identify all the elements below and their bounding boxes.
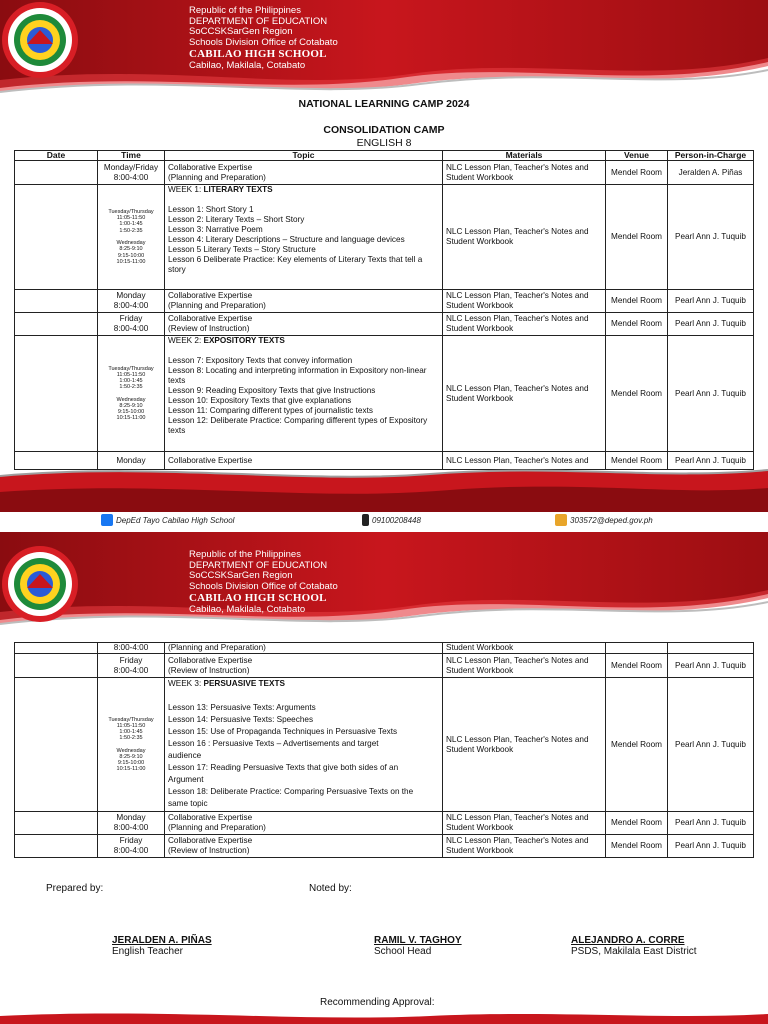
column-header: Venue [606,151,668,161]
header-line: DEPARTMENT OF EDUCATION [189,559,328,571]
noted-by-label: Noted by: [309,883,352,894]
venue-cell: Mendel Room [606,654,668,678]
email-label: 303572@deped.gov.ph [570,515,653,525]
venue-cell: Mendel Room [606,313,668,336]
schedule-table-continued [14,642,754,858]
recommending-approval-label: Recommending Approval: [320,997,435,1008]
prepared-by-label: Prepared by: [46,883,104,894]
signatory-role: English Teacher [112,946,183,957]
subject-label: ENGLISH 8 [356,137,412,149]
date-cell [15,185,98,290]
footer-facebook [101,514,234,526]
school-seal-logo [0,544,80,624]
school-name: CABILAO HIGH SCHOOL [189,48,327,60]
schedule-cell: Tuesday/Thursday 11:05-11:50 1:00-1:45 1:50-2:35 Wednesday 8:25-9:10 9:15-10:00 10:15-11:00 [98,185,165,290]
venue-cell: Mendel Room [606,185,668,290]
person-cell: Pearl Ann J. Tuquib [668,678,754,812]
signatory-teacher [112,935,212,957]
topic-cell: Collaborative Expertise (Review of Instruction) [165,654,443,678]
time-cell: Friday 8:00-4:00 [98,654,165,678]
table-row [15,835,754,858]
footer-email [555,514,653,526]
time-cell: Monday 8:00-4:00 [98,812,165,835]
venue-cell: Mendel Room [606,336,668,452]
materials-cell: NLC Lesson Plan, Teacher's Notes and Student Workbook [443,336,606,452]
venue-cell: Mendel Room [606,835,668,858]
table-row [15,812,754,835]
phone-label: 09100208448 [372,515,421,525]
schedule-table [14,150,754,470]
person-cell: Pearl Ann J. Tuquib [668,654,754,678]
venue-cell: Mendel Room [606,290,668,313]
topic-cell: Collaborative Expertise [165,452,443,470]
letterhead-banner [0,532,768,632]
date-cell [15,812,98,835]
topic-cell: (Planning and Preparation) [165,643,443,654]
signatory-school-head [374,935,462,957]
topic-cell: Collaborative Expertise (Review of Instruction) [165,835,443,858]
school-seal-logo [0,0,80,80]
header-line: Republic of the Philippines [189,549,301,560]
letterhead-text [189,550,338,616]
materials-cell: NLC Lesson Plan, Teacher's Notes and Student Workbook [443,161,606,185]
header-line: Republic of the Philippines [189,5,301,16]
column-header: Time [98,151,165,161]
column-header: Materials [443,151,606,161]
materials-cell: Student Workbook [443,643,606,654]
header-line: SoCCSKSarGen Region [189,570,293,581]
materials-cell: NLC Lesson Plan, Teacher's Notes and Student Workbook [443,835,606,858]
table-row [15,643,754,654]
table-row [15,185,754,290]
column-header: Date [15,151,98,161]
school-name: CABILAO HIGH SCHOOL [189,592,327,604]
date-cell [15,654,98,678]
header-line: SoCCSKSarGen Region [189,26,293,37]
person-cell: Pearl Ann J. Tuquib [668,313,754,336]
school-address: Cabilao, Makilala, Cotabato [189,604,306,615]
person-cell: Pearl Ann J. Tuquib [668,835,754,858]
schedule-cell: Tuesday/Thursday 11:05-11:50 1:00-1:45 1:50-2:35 Wednesday 8:25-9:10 9:15-10:00 10:15-11:00 [98,336,165,452]
time-cell: Monday 8:00-4:00 [98,290,165,313]
date-cell [15,161,98,185]
topic-cell: Collaborative Expertise (Review of Instruction) [165,313,443,336]
materials-cell: NLC Lesson Plan, Teacher's Notes and Student Workbook [443,654,606,678]
date-cell [15,313,98,336]
email-icon [555,514,567,526]
venue-cell: Mendel Room [606,812,668,835]
table-row [15,678,754,812]
date-cell [15,835,98,858]
signatory-name: ALEJANDRO A. CORRE [571,935,685,946]
table-row [15,161,754,185]
topic-cell: WEEK 3: PERSUASIVE TEXTS Lesson 13: Persuasive Texts: Arguments Lesson 14: Persuasive Texts: Speeches Lesson 15: Use of Propaganda Techniques in Persuasive Texts Lesson 16 : Persuasive Texts – Advertisements and target audience Lesson 17: Reading Persuasive Texts that give both sides of an Argument Lesson 18: Deliberate Practice: Comparing Persuasive Texts on the same topic [165,678,443,812]
column-header: Topic [165,151,443,161]
venue-cell: Mendel Room [606,452,668,470]
time-cell: Friday 8:00-4:00 [98,835,165,858]
letterhead [0,0,768,100]
letterhead-banner [0,0,768,100]
topic-cell: WEEK 2: EXPOSITORY TEXTS Lesson 7: Expository Texts that convey information Lesson 8: Locating and interpreting information in Expository non-linear texts Lesson 9: Reading Expository Texts that give Instructions Lesson 10: Expository Texts that give explanations Lesson 11: Comparing different types of journalistic texts Lesson 12: Deliberate Practice: Comparing different types of Expository texts [165,336,443,452]
date-cell [15,336,98,452]
facebook-icon [101,514,113,526]
date-cell [15,678,98,812]
venue-cell: Mendel Room [606,161,668,185]
person-cell [668,643,754,654]
column-header: Person-in-Charge [668,151,754,161]
document-subtitle: CONSOLIDATION CAMP [323,124,445,136]
signatory-psds [571,935,697,957]
date-cell [15,290,98,313]
phone-icon [362,514,369,526]
materials-cell: NLC Lesson Plan, Teacher's Notes and Student Workbook [443,290,606,313]
footer-wave [0,1008,768,1024]
person-cell: Pearl Ann J. Tuquib [668,290,754,313]
header-line: Schools Division Office of Cotabato [189,580,338,592]
time-cell: Monday [98,452,165,470]
venue-cell [606,643,668,654]
materials-cell: NLC Lesson Plan, Teacher's Notes and Student Workbook [443,812,606,835]
header-line: Schools Division Office of Cotabato [189,36,338,48]
signatory-role: School Head [374,946,432,957]
footer-wave [0,462,768,512]
person-cell: Pearl Ann J. Tuquib [668,185,754,290]
person-cell: Pearl Ann J. Tuquib [668,452,754,470]
document-title: NATIONAL LEARNING CAMP 2024 [298,98,470,110]
materials-cell: NLC Lesson Plan, Teacher's Notes and Student Workbook [443,678,606,812]
document-page-2 [0,532,768,1024]
signatory-role: PSDS, Makilala East District [571,946,697,957]
person-cell: Pearl Ann J. Tuquib [668,812,754,835]
topic-cell: WEEK 1: LITERARY TEXTS Lesson 1: Short Story 1 Lesson 2: Literary Texts – Short Story Lesson 3: Narrative Poem Lesson 4: Literary Descriptions – Structure and language devices Lesson 5 Literary Texts – Story Structure Lesson 6 Deliberate Practice: Key elements of Literary Texts that tell a story [165,185,443,290]
topic-cell: Collaborative Expertise (Planning and Preparation) [165,812,443,835]
signatory-name: JERALDEN A. PIÑAS [112,935,212,946]
time-cell: Monday/Friday 8:00-4:00 [98,161,165,185]
date-cell [15,643,98,654]
header-line: DEPARTMENT OF EDUCATION [189,15,328,27]
materials-cell: NLC Lesson Plan, Teacher's Notes and [443,452,606,470]
venue-cell: Mendel Room [606,678,668,812]
letterhead-text [189,6,338,72]
materials-cell: NLC Lesson Plan, Teacher's Notes and Student Workbook [443,185,606,290]
table-row [15,290,754,313]
facebook-label: DepEd Tayo Cabilao High School [116,515,235,525]
person-cell: Jeralden A. Piñas [668,161,754,185]
table-row [15,654,754,678]
materials-cell: NLC Lesson Plan, Teacher's Notes and Student Workbook [443,313,606,336]
time-cell: 8:00-4:00 [98,643,165,654]
table-header-row [15,151,754,161]
topic-cell: Collaborative Expertise (Planning and Preparation) [165,161,443,185]
footer-phone [362,514,421,526]
schedule-cell: Tuesday/Thursday 11:05-11:50 1:00-1:45 1:50-2:35 Wednesday 8:25-9:10 9:15-10:00 10:15-11:00 [98,678,165,812]
letterhead [0,532,768,632]
topic-cell: Collaborative Expertise (Planning and Preparation) [165,290,443,313]
school-address: Cabilao, Makilala, Cotabato [189,60,306,71]
person-cell: Pearl Ann J. Tuquib [668,336,754,452]
signatory-name: RAMIL V. TAGHOY [374,935,462,946]
table-row [15,336,754,452]
time-cell: Friday 8:00-4:00 [98,313,165,336]
table-row [15,313,754,336]
